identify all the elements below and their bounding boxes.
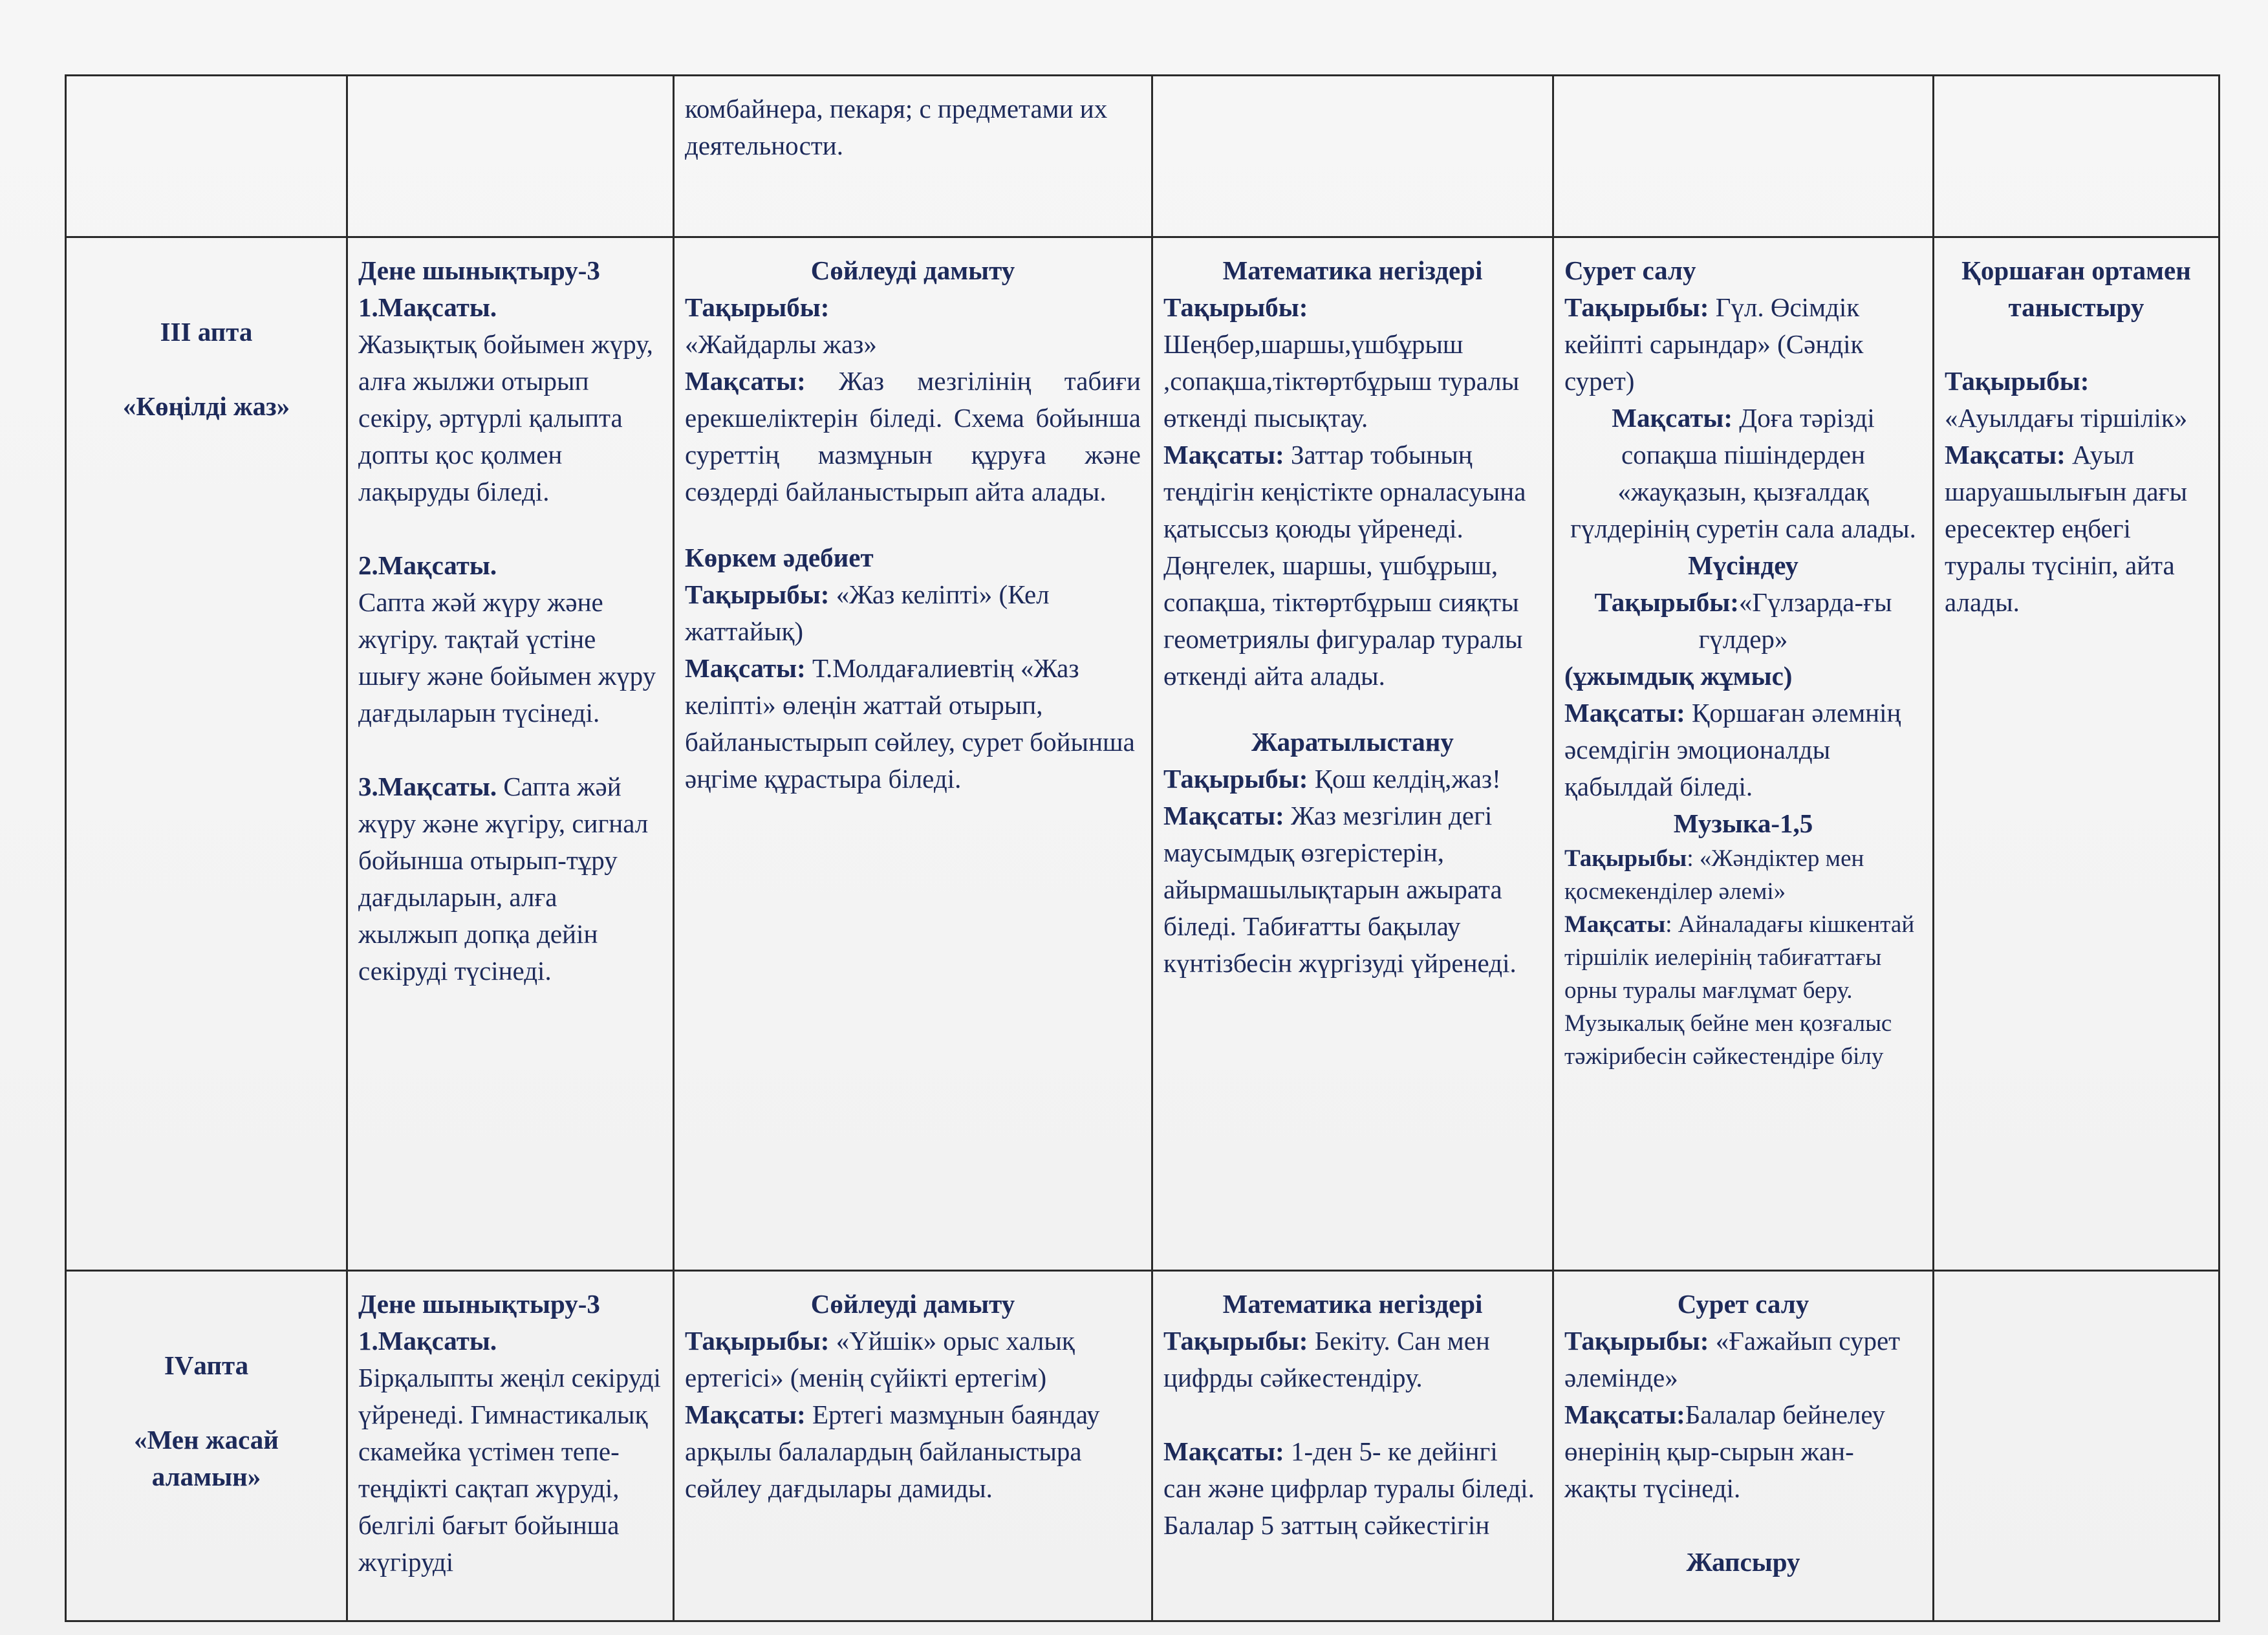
topic-label: Тақырыбы:	[1564, 292, 1709, 322]
week3-environment-cell	[1934, 237, 2219, 1271]
topic-label: Тақырыбы	[1564, 845, 1687, 872]
goal-text: Қоршаған әлемнің әсемдігін эмоционалды қабылдай біледі.	[1564, 698, 1901, 801]
goal-text: Сапта жәй жүру және жүгіру. тақтай үстіне шығу және бойымен жүру дағдыларын түсінеді.	[358, 587, 656, 728]
goal-label: Мақсаты:	[685, 366, 806, 396]
goal-label: Мақсаты:	[1163, 801, 1284, 830]
goal-label: Мақсаты:	[685, 653, 806, 683]
section-heading: Музыка-1,5	[1673, 808, 1813, 838]
goal-label: 2.Мақсаты.	[358, 550, 497, 580]
section-heading: Жапсыру	[1686, 1547, 1800, 1577]
section-heading: Көркем әдебиет	[685, 543, 874, 572]
topic-text: «Ауылдағы тіршілік»	[1945, 403, 2188, 433]
section-heading: Сөйлеуді дамыту	[810, 255, 1015, 285]
goal-label: Мақсаты:	[1612, 403, 1733, 433]
topic-text: : «Жәндіктер мен қосмекенділер әлемі»	[1564, 845, 1864, 905]
goal-label: Мақсаты:	[1564, 698, 1685, 728]
topic-text: «Ғажайып сурет әлемінде»	[1564, 1326, 1901, 1392]
topic-text: Шеңбер,шаршы,үшбұрыш ,сопақша,тіктөртбұрыш туралы өткенді пысықтау.	[1163, 329, 1520, 433]
section-heading: Қоршаған ортамен таныстыру	[1961, 255, 2191, 322]
topic-label: Тақырыбы:	[685, 292, 830, 322]
section-heading: Математика негіздері	[1222, 1289, 1483, 1319]
topic-text: Қош келдің,жаз!	[1308, 764, 1501, 794]
section-heading: Жаратылыстану	[1251, 727, 1454, 757]
topic-label: Тақырыбы:	[1945, 366, 2090, 396]
goal-label: 1.Мақсаты.	[358, 1326, 497, 1356]
week4-speech-cell	[674, 1271, 1152, 1621]
physical-education-cell	[347, 76, 674, 237]
goal-text: Ауыл шаруашылығын дағы ересектер еңбегі туралы түсініп, айта алады.	[1945, 440, 2187, 617]
topic-text: «Гүлзарда-ғы гүлдер»	[1698, 587, 1892, 654]
goal-text: 1-ден 5- ке дейінгі сан және цифрлар туралы біледі. Балалар 5 заттың сәйкестігін	[1163, 1436, 1535, 1540]
section-heading: Сурет салу	[1564, 255, 1696, 285]
lesson-plan-table	[65, 74, 2220, 1622]
math-cell	[1152, 76, 1553, 237]
section-heading: Дене шынықтыру-3	[358, 1289, 600, 1319]
goal-text: Бірқалыпты жеңіл секіруді үйренеді. Гимнастикалық скамейка үстімен тепе-теңдікті сақтап жүруді, белгілі бағыт бойынша жүгіруді	[358, 1363, 661, 1577]
continuation-row	[66, 76, 2219, 237]
goal-label: Мақсаты:	[1945, 440, 2066, 470]
week3-math-cell	[1152, 237, 1553, 1271]
topic-text: Гүл. Өсімдік кейіпті сарындар» (Сәндік сурет)	[1564, 292, 1864, 396]
goal-label: Мақсаты:	[1564, 1400, 1685, 1429]
week4-theme: «Мен жасай аламын»	[134, 1425, 279, 1491]
topic-label: Тақырыбы:	[1163, 1326, 1308, 1356]
speech-cell	[674, 76, 1152, 237]
topic-label: Тақырыбы:	[685, 579, 830, 609]
goal-text: Т.Молдағалиевтің «Жаз келіпті» өлеңін жаттай отырып, байланыстырып сөйлеу, сурет бойынша әңгіме құрастыра біледі.	[685, 653, 1135, 794]
section-heading: Мүсіндеу	[1688, 550, 1798, 580]
goal-text: Жаз мезгілінің табиғи ерекшеліктерін біледі. Схема бойынша суреттің мазмұнын құруға және сөздерді байланыстырып айта алады.	[685, 366, 1141, 506]
topic-note: (ұжымдық жұмыс)	[1564, 661, 1793, 691]
section-heading: Дене шынықтыру-3	[358, 255, 600, 285]
goal-label: Мақсаты	[1564, 911, 1666, 938]
goal-text: : Айналадағы кішкентай тіршілік иелерінің табиғаттағы орны туралы мағлұмат беру. Музыкалық бейне мен қозғалыс тәжірибесін сәйкестендіре білу	[1564, 911, 1915, 1070]
topic-text: «Үйшік» орыс халық ертегісі» (менің сүйікті ертегім)	[685, 1326, 1075, 1392]
topic-text: «Жаз келіпті» (Кел жаттайық)	[685, 579, 1050, 646]
week4-physical-education-cell	[347, 1271, 674, 1621]
section-heading: Сурет салу	[1677, 1289, 1809, 1319]
goal-label: Мақсаты:	[1163, 440, 1284, 470]
goal-text: Жазықтық бойымен жүру, алға жылжи отырып секіру, әртүрлі қалыпта допты қос қолмен лақыруды біледі.	[358, 329, 653, 506]
goal-text: Балалар бейнелеу өнерінің қыр-сырын жан-жақты түсінеді.	[1564, 1400, 1886, 1503]
art-cell	[1553, 76, 1934, 237]
week4-label-cell	[66, 1271, 347, 1621]
goal-text: Сапта жәй жүру және жүгіру, сигнал бойынша отырып-тұру дағдыларын, алға жылжып допқа дейін секіруді түсінеді.	[358, 772, 649, 986]
topic-label: Тақырыбы:	[1163, 764, 1308, 794]
goal-text: Ертегі мазмұнын баяндау арқылы балалардың байланыстыра сөйлеу дағдылары дамиды.	[685, 1400, 1100, 1503]
week3-speech-cell	[674, 237, 1152, 1271]
week3-physical-education-cell	[347, 237, 674, 1271]
goal-label: 3.Мақсаты.	[358, 772, 497, 801]
goal-label: 1.Мақсаты.	[358, 292, 497, 322]
week3-theme: «Көңілді жаз»	[122, 391, 290, 421]
week4-environment-cell	[1934, 1271, 2219, 1621]
section-heading: Сөйлеуді дамыту	[810, 1289, 1015, 1319]
week4-math-cell	[1152, 1271, 1553, 1621]
week4-label: ІVапта	[164, 1350, 249, 1380]
week4-row	[66, 1271, 2219, 1621]
goal-text: Заттар тобының теңдігін кеңістікте орналасуына қатыссыз қоюды үйренеді. Дөңгелек, шаршы, үшбұрыш, сопақша, тіктөртбұрыш сияқты геометриялы фигуралар туралы өткенді айта алады.	[1163, 440, 1526, 691]
goal-text: Доға тәрізді сопақша пішіндерден «жауқазын, қызғалдақ гүлдерінің суретін сала алады.	[1570, 403, 1916, 543]
topic-label: Тақырыбы:	[1594, 587, 1739, 617]
continuation-text: комбайнера, пекаря; с предметами их деятельности.	[685, 94, 1108, 160]
topic-text: Бекіту. Сан мен цифрды сәйкестендіру.	[1163, 1326, 1490, 1392]
environment-cell	[1934, 76, 2219, 237]
section-heading: Математика негіздері	[1222, 255, 1483, 285]
week3-row	[66, 237, 2219, 1271]
topic-text: «Жайдарлы жаз»	[685, 329, 877, 359]
goal-text: Жаз мезгілин дегі маусымдық өзгерістерін, айырмашылықтарын ажырата біледі. Табиғатты бақылау күнтізбесін жүргізуді үйренеді.	[1163, 801, 1517, 978]
week4-art-cell	[1553, 1271, 1934, 1621]
week3-label: ІІІ апта	[160, 317, 253, 347]
goal-label: Мақсаты:	[685, 1400, 806, 1429]
topic-label: Тақырыбы:	[1564, 1326, 1709, 1356]
topic-label: Тақырыбы:	[1163, 292, 1308, 322]
week3-label-cell	[66, 237, 347, 1271]
week3-art-cell	[1553, 237, 1934, 1271]
goal-label: Мақсаты:	[1163, 1436, 1284, 1466]
topic-label: Тақырыбы:	[685, 1326, 830, 1356]
week-cell	[66, 76, 347, 237]
